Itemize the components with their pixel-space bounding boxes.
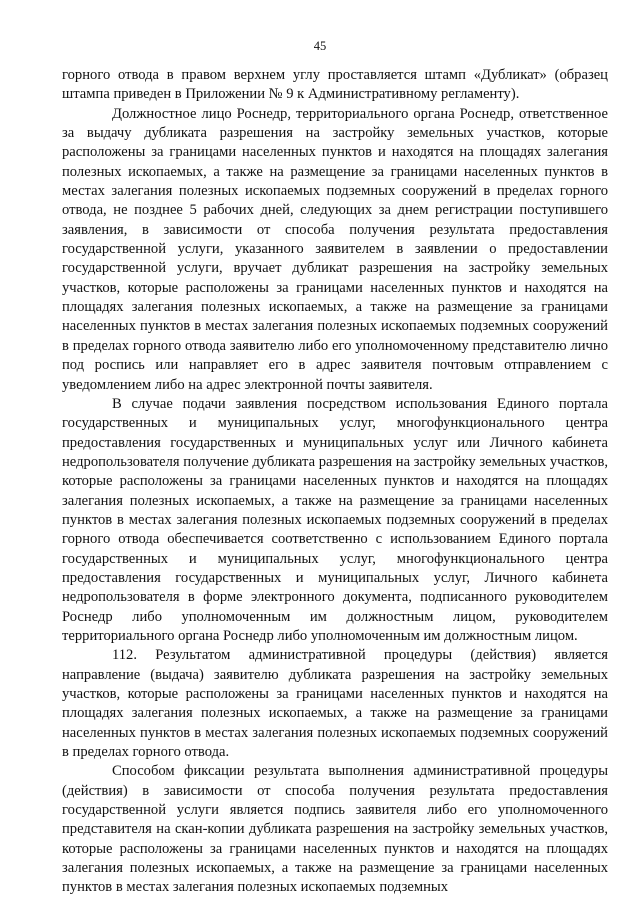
- document-body: [62, 66, 608, 898]
- paragraph-item-112: 112. Результатом административной процедуры (действия) является направление (выдача) заявителю дубликата разрешения на застройку земельных участков, которые расположены за границами населенных пунктов и находятся на площадях залегания полезных ископаемых, а также на размещение за границами населенных пунктов в местах залегания полезных ископаемых подземных сооружений в пределах горного отвода.: [62, 647, 608, 761]
- page-number: 45: [313, 39, 327, 53]
- paragraph-continuation: горного отвода в правом верхнем углу проставляется штамп «Дубликат» (образец штампа приведен в Приложении № 9 к Административному регламенту).: [62, 67, 608, 103]
- paragraph-fixation-method: Способом фиксации результата выполнения административной процедуры (действия) в зависимости от способа получения результата предоставления государственной услуги является подпись заявителя либо его уполномоченного представителя на скан-копии дубликата разрешения на застройку земельных участков, которые расположены за границами населенных пунктов и находятся на площадях залегания полезных ископаемых, а также на размещение за границами населенных пунктов в местах залегания полезных ископаемых подземных: [62, 763, 608, 896]
- paragraph-electronic-submission: В случае подачи заявления посредством использования Единого портала государственных и муниципальных услуг, многофункционального центра предоставления государственных и муниципальных услуг или Личного кабинета недропользователя получение дубликата разрешения на застройку земельных участков, которые расположены за границами населенных пунктов и находятся на площадях залегания полезных ископаемых, а также на размещение за границами населенных пунктов в местах залегания полезных ископаемых подземных сооружений в пределах горного отвода обеспечивается соответственно с использованием Единого портала государственных и муниципальных услуг, многофункционального центра предоставления государственных и муниципальных услуг, Личного кабинета недропользователя в форме электронного документа, подписанного руководителем Роснедр либо уполномоченным им должностным лицом, руководителем территориального органа Роснедр либо уполномоченным им должностным лицом.: [62, 395, 608, 644]
- paragraph-official-issues-duplicate: Должностное лицо Роснедр, территориального органа Роснедр, ответственное за выдачу дубликата разрешения на застройку земельных участков, которые расположены за границами населенных пунктов и находятся на площадях залегания полезных ископаемых, а также на размещение за границами населенных пунктов в местах залегания полезных ископаемых подземных сооружений в пределах горного отвода, не позднее 5 рабочих дней, следующих за днем регистрации поступившего заявления, в зависимости от способа получения результата предоставления государственной услуги, указанного заявителем в заявлении о предоставлении государственной услуги, вручает дубликат разрешения на застройку земельных участков, которые расположены за границами населенных пунктов и находятся на площадях залегания полезных ископаемых, а также на размещение за границами населенных пунктов в местах залегания полезных ископаемых подземных сооружений в пределах горного отвода заявителю либо его уполномоченному представителю лично под роспись или направляет его в адрес заявителя почтовым отправлением с уведомлением либо на адрес электронной почты заявителя.: [62, 105, 608, 393]
